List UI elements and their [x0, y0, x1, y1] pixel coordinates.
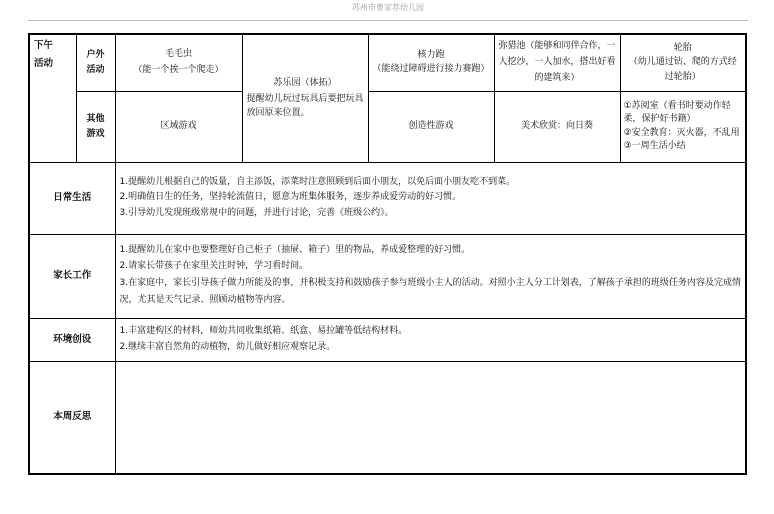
outdoor-game-tire	[620, 34, 746, 91]
other-label-line1: 其他	[86, 114, 105, 125]
creative-game-text: 创造性游戏	[408, 120, 454, 131]
daily-item-2: 2.明确值日生的任务，坚持轮流值日，愿意为班集体服务，逐步养成爱劳动的好习惯。	[119, 192, 462, 203]
outdoor-game-sandpit	[494, 34, 620, 91]
environment-item-2: 2.继续丰富自然角的动植物，幼儿做好相应观察记录。	[119, 342, 336, 353]
area-game-text: 区域游戏	[160, 120, 197, 131]
other-games-row	[29, 91, 746, 162]
environment-label-text: 环境创设	[53, 333, 92, 345]
reflection-content	[115, 362, 746, 474]
reflection-label-text: 本周反思	[53, 411, 92, 423]
other-list-item-2: ②安全教育：灭火器，不乱用	[623, 127, 740, 138]
daily-life-content	[115, 162, 746, 234]
shared-game-desc: 提醒幼儿玩过玩具后要把玩具放回原来位置。	[246, 93, 364, 119]
parent-work-content	[115, 234, 746, 318]
daily-item-1: 1.提醒幼儿根据自己的饭量，自主添饭，添菜时注意照顾到后面小朋友，以免后面小朋友吃不到菜。	[119, 176, 516, 187]
afternoon-label-line1: 下午	[34, 40, 54, 51]
parent-item-3: 3.在家庭中，家长引导孩子做力所能及的事，并积极支持和鼓励孩子参与班级小主人的活动。对照小主人分工计划表，了解孩子承担的班级任务内容及完成情况，尤其是天气记录、照顾动植物等内容。	[119, 277, 741, 306]
environment-row	[29, 319, 746, 362]
other-list-cell	[620, 91, 746, 162]
outdoor-label-line2: 活动	[86, 64, 105, 75]
outdoor-game-relay	[368, 34, 494, 91]
game-sandpit-text: 弥猎池（能够和同伴合作，一人挖沙，一人加水，搭出好看的建筑来）	[498, 41, 616, 83]
other-list-item-3: ③一周生活小结	[623, 141, 686, 152]
game-caterpillar-desc: （能一个挨一个爬走）	[133, 64, 224, 75]
other-label-line2: 游戏	[86, 128, 105, 139]
parent-work-row	[29, 234, 746, 318]
environment-item-1: 1.丰富建构区的材料，师幼共同收集纸箱、纸盒、易拉罐等低结构材料。	[119, 326, 408, 337]
outdoor-game-caterpillar	[115, 34, 242, 91]
environment-label	[29, 319, 115, 362]
reflection-row	[29, 362, 746, 474]
daily-life-row	[29, 162, 746, 234]
afternoon-label-line2: 活动	[34, 58, 54, 70]
game-relay-desc: （能绕过障碍进行接力赛跑）	[372, 64, 490, 75]
game-relay-title: 核力跑	[417, 49, 445, 60]
area-game-cell	[115, 91, 242, 162]
parent-work-label-text: 家长工作	[53, 270, 92, 282]
parent-item-1: 1.提醒幼儿在家中也要整理好自己柜子（抽屉、箱子）里的物品，养成爱整理的好习惯。	[119, 245, 471, 256]
outdoor-activity-row	[29, 34, 746, 91]
other-games-label	[76, 91, 115, 162]
art-appreciation-cell	[494, 91, 620, 162]
afternoon-activity-label	[29, 34, 76, 162]
daily-life-label-text: 日常生活	[53, 192, 92, 204]
game-tire-title: 轮胎	[673, 42, 692, 53]
environment-content	[115, 319, 746, 362]
daily-item-3: 3.引导幼儿发现班级常规中的问题，并进行讨论，完善《班级公约》。	[119, 208, 394, 219]
daily-life-label	[29, 162, 115, 234]
weekly-plan-table	[28, 33, 747, 475]
game-tire-desc: （幼儿通过钻、爬的方式经过轮胎）	[628, 57, 737, 82]
page-header	[28, 0, 748, 21]
outdoor-label	[76, 34, 115, 91]
shared-game-title: 苏乐园（体拓）	[273, 78, 337, 89]
other-list-item-1: ①苏阅室（看书时要动作轻柔，保护好书籍）	[623, 100, 731, 125]
outdoor-label-line1: 户外	[86, 50, 105, 61]
reflection-label	[29, 362, 115, 474]
art-appreciation-text: 美术欣赏：向日葵	[520, 120, 593, 131]
header-title: 苏州市曹家荐幼儿园	[352, 3, 424, 12]
parent-item-2: 2.请家长带孩子在家里关注时钟，学习看时间。	[119, 260, 309, 271]
game-caterpillar-title: 毛毛虫	[164, 49, 192, 60]
shared-game-cell	[242, 34, 368, 162]
parent-work-label	[29, 234, 115, 318]
creative-game-cell	[368, 91, 494, 162]
